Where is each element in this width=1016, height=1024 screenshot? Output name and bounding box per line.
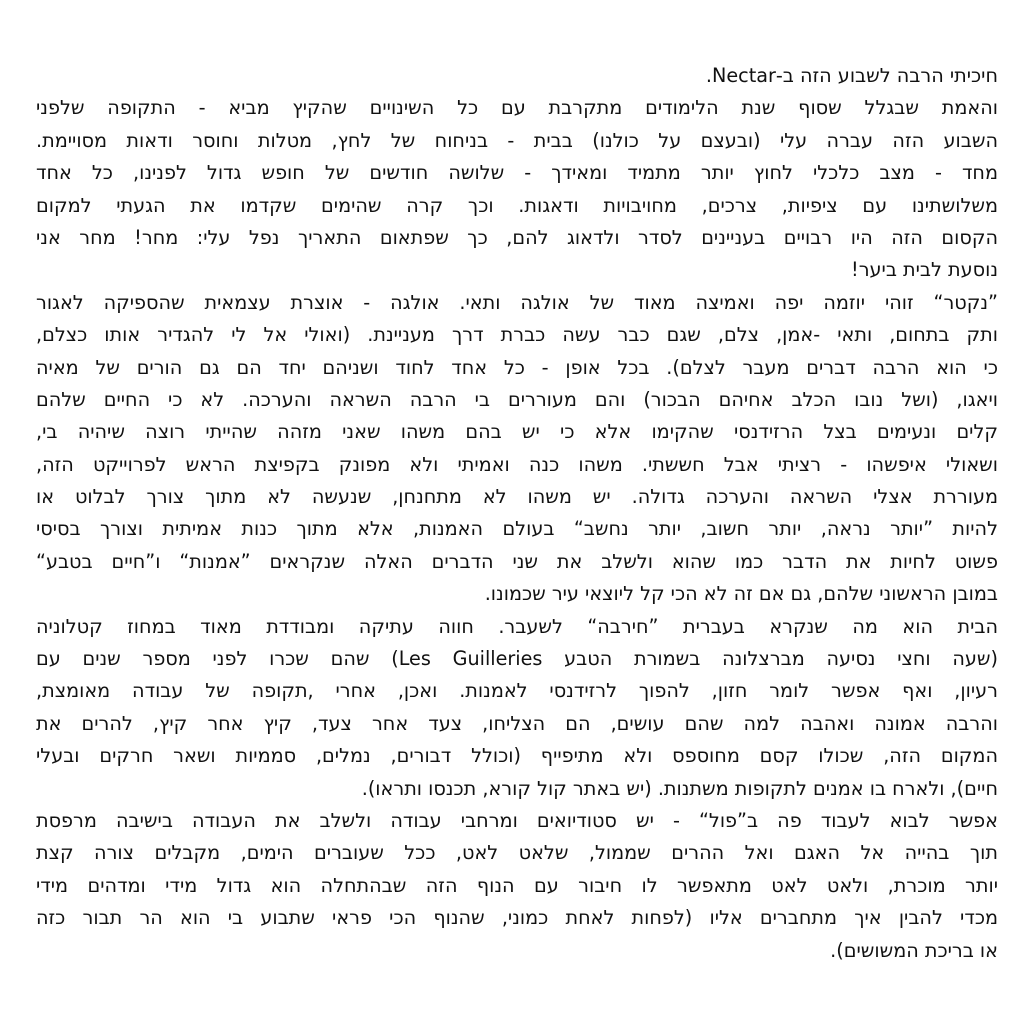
text-line: מעוררת אצלי השראה והערכה גדולה. יש משהו לא מתחנחן, שנעשה לא מתוך צורך לבלוט או (36, 485, 998, 509)
text-line: חיים), ולארח בו אמנים לתקופות משתנות. (יש באתר קול קורא, תכנסו ותראו). (361, 776, 998, 800)
text-line: המקום הזה, שכולו קסם מחוספס ולא מתיפייף (וכולל דבורים, נמלים, סממיות ושאר חרקים ובעלי (36, 744, 998, 768)
text-line: משלושתינו עם ציפיות, צרכים, מחויבויות ודאגות. וכך קרה שהימים שקדמו את הגעתי למקום (36, 193, 998, 217)
text-line: במובן הראשוני שלהם, גם אם זה לא הכי קל ליוצאי עיר שכמונו. (484, 582, 998, 606)
text-line: להיות ”יותר נראה, יותר חשוב, יותר נחשב“ בעולם האמנות, אלא מתוך כנות אמיתית וצורך בסיסי (36, 517, 998, 541)
text-line: והרבה אמונה ואהבה למה שהם עושים, הם הצליחו, צעד אחר צעד, קיץ אחר קיץ, להרים את (36, 711, 998, 735)
text-line: אפשר לבוא לעבוד פה ב”פול“ - יש סטודיואים ומרחבי עבודה ולשלב את העבודה בישיבה מרפסת (36, 808, 998, 832)
article-body (36, 60, 998, 967)
text-line: ”נקטר“ זוהי יוזמה יפה ואמיצה מאוד של אולגה ותאי. אולגה - אוצרת עצמאית שהספיקה לאגור (36, 290, 998, 314)
text-line: רעיון, ואף אפשר לומר חזון, להפוך לרזידנסי לאמנות. ואכן, אחרי ,תקופה של עבודה מאומצת, (36, 679, 998, 703)
text-line: כי הוא הרבה דברים מעבר לצלם). בכל אופן - כל אחד לחוד ושניהם יחד הם גם הורים של מאיה (36, 355, 998, 379)
text-line: (שעה וחצי נסיעה מברצלונה בשמורת הטבע Les Guilleries) שהם שכרו לפני מספר שנים עם (36, 647, 998, 671)
text-line: פשוט לחיות את הדבר כמו שהוא ולשלב את שני הדברים האלה שנקראים ”אמנות“ ו”חיים בטבע“ (36, 549, 998, 573)
text-line: השבוע הזה עברה עלי (ובעצם על כולנו) בבית - בניחוח של לחץ, מטלות וחוסר ודאות מסויימת. (36, 128, 998, 152)
text-line: מכדי להבין איך מתחברים אליו (לפחות לאחת כמוני, שהנוף הכי פראי שתבוע בי הוא הר תבור כזה (36, 906, 998, 930)
text-line: או בריכת המשושים). (830, 938, 998, 962)
text-line: ויאגו, (ושל נובו הכלב אחיהם הבכור) והם מעוררים בי הרבה השראה והערכה. לא כי החיים שלהם (36, 387, 998, 411)
text-line: הקסום הזה היו רבויים בעניינים לסדר ולדאוג להם, כך שפתאום התאריך נפל עלי: מחר! מחר אני (36, 225, 998, 249)
text-line: חיכיתי הרבה לשבוע הזה ב-Nectar. (705, 64, 998, 87)
text-line: קלים ונעימים בצל הרזידנסי שהקימו אלא כי יש בהם משהו שאני מזהה שהייתי רוצה שיהיה בי, (36, 420, 998, 444)
text-line: מחד - מצב כלכלי לחוץ יותר מתמיד ומאידך - שלושה חודשים של חופש גדול לפנינו, כל אחד (36, 161, 998, 185)
text-line: ושאולי איפשהו - רציתי אבל חששתי. משהו כנה ואמיתי ולא מפונק בקפיצת הראש לפרוייקט הזה, (36, 452, 998, 476)
text-line: הבית הוא מה שנקרא בעברית ”חירבה“ לשעבר. חווה עתיקה ומבודדת מאוד במחוז קטלוניה (36, 614, 998, 638)
text-line: ותק בתחום, ותאי -אמן, צלם, שגם כבר עשה כברת דרך מעניינת. (ואולי אל לי להגדיר אותו כצלם, (36, 323, 998, 347)
text-line: תוך בהייה אל האגם ואל ההרים שממול, שלאט לאט, ככל שעוברים הימים, מקבלים צורה קצת (36, 841, 998, 865)
text-line: והאמת שבגלל שסוף שנת הלימודים מתקרבת עם כל השינויים שהקיץ מביא - התקופה שלפני (36, 96, 998, 120)
text-line: נוסעת לבית ביער! (851, 258, 998, 282)
text-line: יותר מוכרת, ולאט לאט מתאפשר לו חיבור עם הנוף הזה שבהתחלה הוא גדול מידי ומדהים מידי (36, 873, 998, 897)
